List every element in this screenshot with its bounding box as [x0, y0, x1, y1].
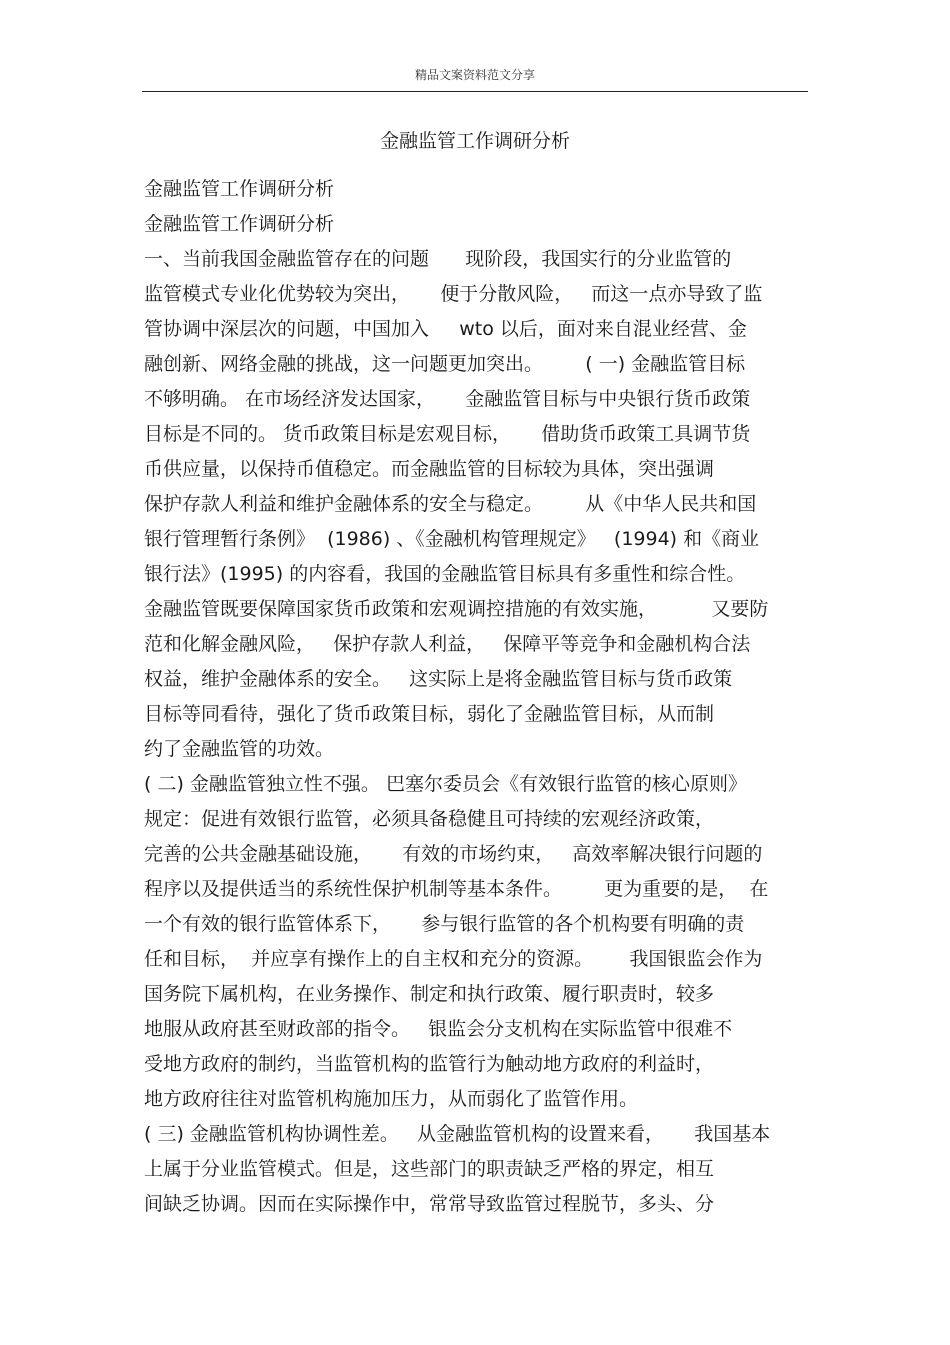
text-line: 任和目标， 并应享有操作上的自主权和充分的资源。 我国银监会作为 [144, 948, 763, 970]
text-line: 国务院下属机构，在业务操作、制定和执行政策、履行职责时，较多 [144, 983, 715, 1005]
page-header: 精品文案资料范文分享 [414, 68, 535, 82]
text-line: 管协调中深层次的问题，中国加入 wto 以后，面对来自混业经营、金 [144, 318, 747, 340]
text-line: 上属于分业监管模式。但是，这些部门的职责缺乏严格的界定，相互 [144, 1158, 715, 1180]
text-line: 不够明确。 在市场经济发达国家， 金融监管目标与中央银行货币政策 [144, 388, 751, 410]
text-line: 一个有效的银行监管体系下， 参与银行监管的各个机构要有明确的责 [144, 913, 745, 935]
text-line: 受地方政府的制约，当监管机构的监管行为触动地方政府的利益时， [144, 1053, 715, 1075]
header-divider [142, 91, 808, 92]
document-title: 金融监管工作调研分析 [379, 130, 570, 152]
text-line: 规定：促进有效银行监管，必须具备稳健且可持续的宏观经济政策， [144, 808, 715, 830]
text-line: 地服从政府甚至财政部的指令。 银监会分支机构在实际监管中很难不 [144, 1018, 733, 1040]
text-line: 间缺乏协调。因而在实际操作中，常常导致监管过程脱节，多头、分 [144, 1193, 715, 1215]
text-line: 一、当前我国金融监管存在的问题 现阶段，我国实行的分业监管的 [144, 248, 732, 270]
text-line: 金融监管工作调研分析 [144, 213, 335, 235]
body-text [144, 172, 810, 1222]
text-line: 融创新、网络金融的挑战，这一问题更加突出。 ( 一) 金融监管目标 [144, 353, 746, 375]
text-line: 目标等同看待，强化了货币政策目标，弱化了金融监管目标，从而制 [144, 703, 715, 725]
text-line: 保护存款人利益和维护金融体系的安全与稳定。 从《中华人民共和国 [144, 493, 757, 515]
text-line: ( 二) 金融监管独立性不强。 巴塞尔委员会《有效银行监管的核心原则》 [144, 773, 747, 795]
text-line: 银行管理暂行条例》 (1986) 、《金融机构管理规定》 (1994) 和《商业 [144, 528, 760, 550]
text-line: 币供应量，以保持币值稳定。而金融监管的目标较为具体，突出强调 [144, 458, 715, 480]
text-line: ( 三) 金融监管机构协调性差。 从金融监管机构的设置来看， 我国基本 [144, 1123, 771, 1145]
text-line: 银行法》(1995) 的内容看，我国的金融监管目标具有多重性和综合性。 [144, 563, 746, 585]
text-line: 目标是不同的。 货币政策目标是宏观目标， 借助货币政策工具调节货 [144, 423, 751, 445]
text-line: 约了金融监管的功效。 [144, 738, 335, 760]
text-line: 金融监管既要保障国家货币政策和宏观调控措施的有效实施， 又要防 [144, 598, 769, 620]
text-line: 权益，维护金融体系的安全。 这实际上是将金融监管目标与货币政策 [144, 668, 733, 690]
text-line: 范和化解金融风险， 保护存款人利益， 保障平等竞争和金融机构合法 [144, 633, 751, 655]
text-line: 程序以及提供适当的系统性保护机制等基本条件。 更为重要的是， 在 [144, 878, 769, 900]
text-line: 监管模式专业化优势较为突出， 便于分散风险， 而这一点亦导致了监 [144, 283, 763, 305]
text-line: 金融监管工作调研分析 [144, 178, 335, 200]
text-line: 地方政府往往对监管机构施加压力，从而弱化了监管作用。 [144, 1088, 639, 1110]
text-line: 完善的公共金融基础设施， 有效的市场约束， 高效率解决银行问题的 [144, 843, 763, 865]
